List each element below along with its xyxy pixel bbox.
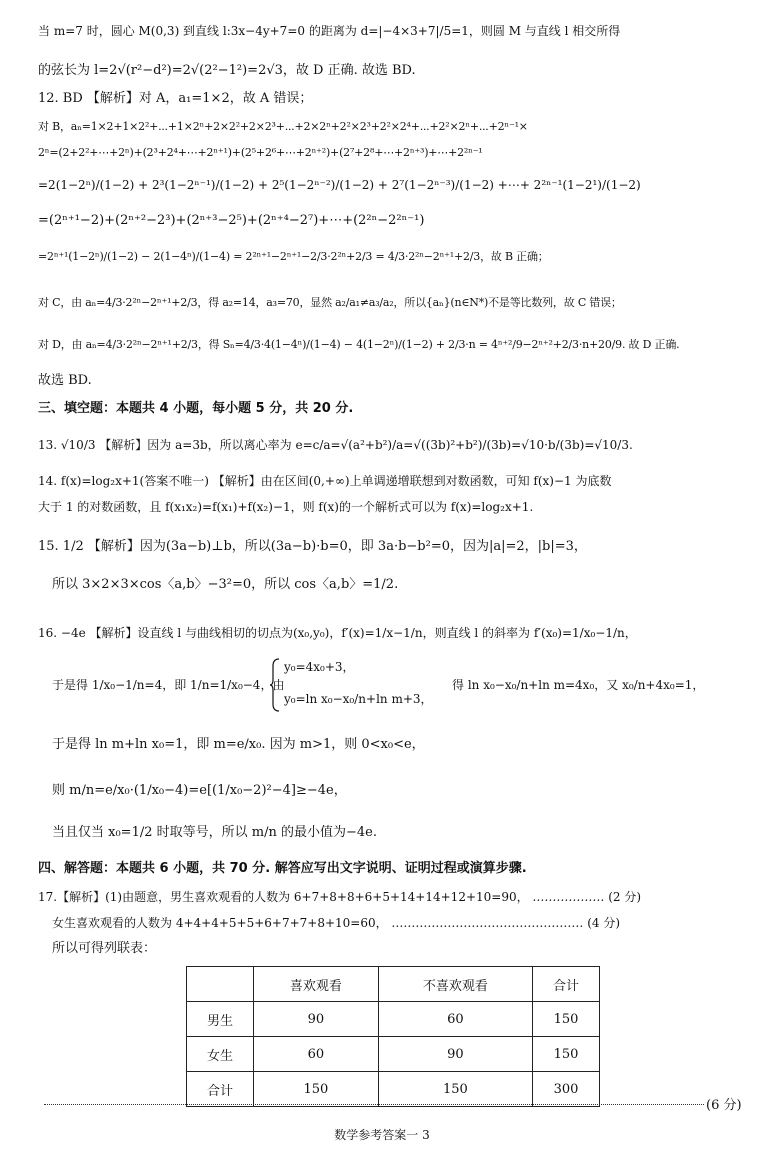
text-line: 所以可得列联表： — [52, 941, 157, 956]
table-cell: 150 — [254, 1072, 379, 1107]
table-cell: 60 — [378, 1002, 532, 1037]
text-line: y₀=4x₀+3， — [284, 660, 355, 674]
text-line: 对 B，aₙ=1×2+1×2²+⋯+1×2ⁿ+2×2²+2×2³+⋯+2×2ⁿ+2²×2³+2²×2⁴+⋯+2²×2ⁿ+⋯+2ⁿ⁻¹× — [38, 120, 528, 133]
text-line: 17.【解析】(1)由题意，男生喜欢观看的人数为 6+7+8+8+6+5+14+14+12+10=90， ……………… (2 分) — [38, 890, 642, 904]
text-line: 13. √10/3 【解析】因为 a=3b，所以离心率为 e=c/a=√(a²+b²)/a=√((3b)²+b²)/(3b)=√10·b/(3b)=√10/3. — [38, 438, 633, 452]
table-cell: 150 — [378, 1072, 532, 1107]
text-line: 于是得 ln m+ln x₀=1，即 m=e/x₀. 因为 m>1，则 0<x₀<e， — [52, 737, 425, 752]
contingency-table — [186, 966, 600, 1107]
table-cell: 300 — [533, 1072, 600, 1107]
page-footer: 数学参考答案一 3 — [334, 1128, 430, 1142]
text-line: 16. −4e 【解析】设直线 l 与曲线相切的切点为(x₀,y₀)，f′(x)=1/x−1/n，则直线 l 的斜率为 f′(x₀)=1/x₀−1/n， — [38, 626, 637, 640]
text-line: =2(1−2ⁿ)/(1−2) + 2³(1−2ⁿ⁻¹)/(1−2) + 2⁵(1−2ⁿ⁻²)/(1−2) + 2⁷(1−2ⁿ⁻³)/(1−2) +⋯+ 2²ⁿ⁻¹(1−2¹)/(1−2) — [38, 178, 641, 192]
table-header-cell: 合计 — [533, 967, 600, 1002]
text-line: 的弦长为 l=2√(r²−d²)=2√(2²−1²)=2√3，故 D 正确. 故选 BD. — [38, 63, 416, 78]
text-line: =2ⁿ⁺¹(1−2ⁿ)/(1−2) − 2(1−4ⁿ)/(1−4) = 2²ⁿ⁺¹−2ⁿ⁺¹−2/3·2²ⁿ+2/3 = 4/3·2²ⁿ−2ⁿ⁺¹+2/3，故 B 正确； — [38, 250, 549, 263]
section-heading: 三、填空题：本题共 4 小题，每小题 5 分，共 20 分. — [38, 401, 354, 416]
table-cell: 150 — [533, 1002, 600, 1037]
table-cell: 60 — [254, 1037, 379, 1072]
text-line: 14. f(x)=log₂x+1(答案不唯一) 【解析】由在区间(0,+∞)上单调递增联想到对数函数，可知 f(x)−1 为底数 — [38, 474, 612, 488]
text-line: 女生喜欢观看的人数为 4+4+4+5+5+6+7+7+8+10=60， ………………………………………… (4 分) — [52, 916, 621, 930]
text-line: 故选 BD. — [38, 373, 92, 388]
table-cell: 合计 — [187, 1072, 254, 1107]
table-cell: 90 — [254, 1002, 379, 1037]
table-header-cell: 喜欢观看 — [254, 967, 379, 1002]
table-cell: 90 — [378, 1037, 532, 1072]
dotted-leader — [44, 1098, 704, 1105]
text-line: 得 ln x₀−x₀/n+ln m=4x₀，又 x₀/n+4x₀=1， — [452, 678, 705, 692]
table-cell: 女生 — [187, 1037, 254, 1072]
table-header-cell — [187, 967, 254, 1002]
table-cell: 150 — [533, 1037, 600, 1072]
text-line: =(2ⁿ⁺¹−2)+(2ⁿ⁺²−2³)+(2ⁿ⁺³−2⁵)+(2ⁿ⁺⁴−2⁷)+⋯+(2²ⁿ−2²ⁿ⁻¹) — [38, 213, 425, 228]
text-line: 2ⁿ=(2+2²+⋯+2ⁿ)+(2³+2⁴+⋯+2ⁿ⁺¹)+(2⁵+2⁶+⋯+2ⁿ⁺²)+(2⁷+2⁸+⋯+2ⁿ⁺³)+⋯+2²ⁿ⁻¹ — [38, 146, 483, 159]
text-line: 对 D，由 aₙ=4/3·2²ⁿ−2ⁿ⁺¹+2/3，得 Sₙ=4/3·4(1−4ⁿ)/(1−4) − 4(1−2ⁿ)/(1−2) + 2/3·n = 4ⁿ⁺²/9−2ⁿ⁺²+2/3·n+20/9. 故 D 正确. — [38, 338, 680, 351]
section-heading: 四、解答题：本题共 6 小题，共 70 分. 解答应写出文字说明、证明过程或演算步骤. — [38, 861, 527, 876]
text-line: 大于 1 的对数函数，且 f(x₁x₂)=f(x₁)+f(x₂)−1，则 f(x)的一个解析式可以为 f(x)=log₂x+1. — [38, 500, 534, 514]
table-row — [187, 1037, 600, 1072]
left-brace-icon — [270, 658, 280, 712]
table-header-cell: 不喜欢观看 — [378, 967, 532, 1002]
text-line: 12. BD 【解析】对 A，a₁=1×2，故 A 错误； — [38, 91, 313, 106]
score-label: (6 分) — [706, 1098, 742, 1113]
text-line: 所以 3×2×3×cos〈a,b〉−3²=0，所以 cos〈a,b〉=1/2. — [52, 577, 399, 592]
text-line: 则 m/n=e/x₀·(1/x₀−4)=e[(1/x₀−2)²−4]≥−4e， — [52, 783, 347, 798]
text-line: y₀=ln x₀−x₀/n+ln m+3， — [284, 692, 433, 706]
text-line: 当 m=7 时，圆心 M(0,3) 到直线 l:3x−4y+7=0 的距离为 d=|−4×3+7|/5=1，则圆 M 与直线 l 相交所得 — [38, 24, 621, 38]
text-line: 当且仅当 x₀=1/2 时取等号，所以 m/n 的最小值为−4e. — [52, 825, 377, 840]
text-line: 于是得 1/x₀−1/n=4，即 1/n=1/x₀−4，由 — [52, 678, 285, 692]
table-row — [187, 1002, 600, 1037]
table-cell: 男生 — [187, 1002, 254, 1037]
text-line: 15. 1/2 【解析】因为(3a−b)⊥b，所以(3a−b)·b=0，即 3a·b−b²=0，因为|a|=2，|b|=3， — [38, 539, 587, 554]
text-line: 对 C，由 aₙ=4/3·2²ⁿ−2ⁿ⁺¹+2/3，得 a₂=14，a₃=70，显然 a₂/a₁≠a₃/a₂，所以{aₙ}(n∈N*)不是等比数列，故 C 错误； — [38, 296, 622, 309]
system-of-equations — [52, 654, 752, 714]
table-header-row — [187, 967, 600, 1002]
